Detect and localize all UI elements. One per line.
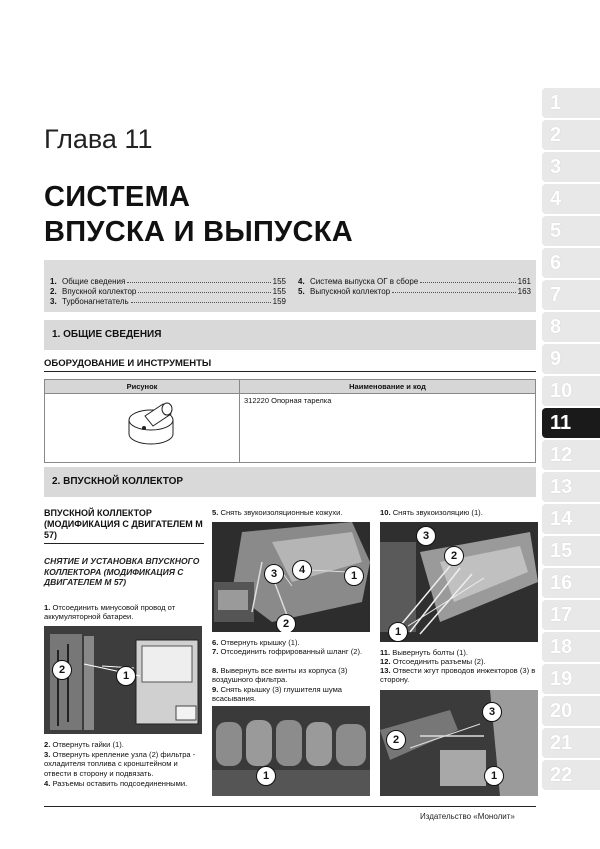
chapter-tab[interactable]: 7: [542, 280, 600, 310]
toc-dots: [127, 277, 270, 283]
chapter-tab[interactable]: 5: [542, 216, 600, 246]
step-num: 3.: [44, 750, 51, 759]
tool-name-cell: 312220 Опорная тарелка: [240, 394, 536, 463]
step-num: 4.: [44, 779, 51, 788]
toc-num: 1.: [50, 277, 57, 286]
section-heading-general: 1. ОБЩИЕ СВЕДЕНИЯ: [44, 320, 536, 350]
chapter-tab[interactable]: 21: [542, 728, 600, 758]
step-num: 5.: [212, 508, 219, 517]
callout-3: 3: [416, 526, 436, 546]
callout-3: 3: [482, 702, 502, 722]
step-num: 1.: [44, 603, 51, 612]
toc-page: 163: [517, 287, 531, 296]
toc-item[interactable]: [50, 287, 286, 296]
chapter-label: Глава 11: [44, 124, 153, 154]
photo-intake-manifold-illustration: [212, 706, 370, 796]
equipment-heading: ОБОРУДОВАНИЕ И ИНСТРУМЕНТЫ: [44, 358, 536, 372]
step-text: Отвернуть крышку (1).: [220, 638, 300, 647]
step-num: 6.: [212, 638, 219, 647]
page-title-line1: СИСТЕМА: [44, 181, 191, 213]
toc-num: 2.: [50, 287, 57, 296]
chapter-tab[interactable]: 18: [542, 632, 600, 662]
chapter-tab[interactable]: 19: [542, 664, 600, 694]
chapter-tab[interactable]: 2: [542, 120, 600, 150]
chapter-tab[interactable]: 22: [542, 760, 600, 790]
photo-intake-manifold: [212, 706, 370, 796]
step-7: [212, 647, 372, 656]
step-text: Отсоединить минусовой провод от аккумуляторной батареи.: [44, 603, 176, 622]
toc-page: 155: [272, 277, 286, 286]
step-text: Снять крышку (3) глушителя шума всасывания.: [212, 685, 343, 704]
step-text: Снять звукоизоляцию (1).: [392, 508, 483, 517]
page-title: [44, 180, 353, 250]
chapter-tab[interactable]: 1: [542, 88, 600, 118]
chapter-tab[interactable]: 14: [542, 504, 600, 534]
step-num: 8.: [212, 666, 219, 675]
step-1: [44, 603, 202, 622]
procedure-heading: СНЯТИЕ И УСТАНОВКА ВПУСКНОГО КОЛЛЕКТОРА (МОДИФИКАЦИЯ С ДВИГАТЕЛЕМ М 57): [44, 556, 200, 587]
table-header-name: Наименование и код: [240, 380, 536, 394]
callout-4: 4: [292, 560, 312, 580]
step-text: Отвести жгут проводов инжекторов (3) в сторону.: [380, 666, 536, 685]
step-text: Вывернуть болты (1).: [392, 648, 468, 657]
toc-item[interactable]: [50, 297, 286, 306]
chapter-tab[interactable]: 13: [542, 472, 600, 502]
step-text: Отсоединить разъемы (2).: [392, 657, 486, 666]
toc-num: 4.: [298, 277, 305, 286]
toc-page: 159: [272, 297, 286, 306]
step-13: [380, 666, 538, 685]
section-heading-intake: 2. ВПУСКНОЙ КОЛЛЕКТОР: [44, 467, 536, 497]
step-text: Отсоединить гофрированный шланг (2).: [220, 647, 363, 656]
table-of-contents: [44, 260, 536, 312]
callout-1: 1: [344, 566, 364, 586]
chapter-tab[interactable]: 16: [542, 568, 600, 598]
chapter-tab-active[interactable]: 11: [542, 408, 600, 438]
chapter-tab[interactable]: 3: [542, 152, 600, 182]
step-num: 13.: [380, 666, 391, 675]
step-8: [212, 666, 372, 685]
callout-1: 1: [256, 766, 276, 786]
callout-1: 1: [116, 666, 136, 686]
toc-dots: [131, 297, 271, 303]
callout-1: 1: [484, 766, 504, 786]
chapter-tab[interactable]: 10: [542, 376, 600, 406]
step-text: Отвернуть гайки (1).: [52, 740, 124, 749]
step-num: 9.: [212, 685, 219, 694]
toc-dots: [138, 287, 270, 293]
chapter-tab[interactable]: 17: [542, 600, 600, 630]
toc-label: Впускной коллектор: [62, 287, 137, 296]
toc-label: Выпускной коллектор: [310, 287, 391, 296]
support-plate-illustration: [49, 396, 235, 458]
chapter-tab[interactable]: 12: [542, 440, 600, 470]
callout-3: 3: [264, 564, 284, 584]
chapter-tab[interactable]: 4: [542, 184, 600, 214]
step-2: [44, 740, 202, 749]
step-11: [380, 648, 538, 657]
tool-illustration-cell: [45, 394, 240, 463]
step-num: 2.: [44, 740, 51, 749]
toc-label: Общие сведения: [62, 277, 126, 286]
step-num: 10.: [380, 508, 391, 517]
step-10: [380, 508, 538, 517]
column-heading: ВПУСКНОЙ КОЛЛЕКТОР (МОДИФИКАЦИЯ С ДВИГАТЕЛЕМ М 57): [44, 508, 204, 544]
step-num: 12.: [380, 657, 391, 666]
toc-page: 161: [517, 277, 531, 286]
step-4: [44, 779, 202, 788]
toc-item[interactable]: [298, 287, 531, 296]
callout-2: 2: [386, 730, 406, 750]
toc-label: Турбонагнетатель: [62, 297, 129, 306]
photo-battery: [44, 626, 202, 734]
step-text: Вывернуть все винты из корпуса (3) воздушного фильтра.: [212, 666, 348, 685]
step-num: 7.: [212, 647, 219, 656]
table-header-figure: Рисунок: [45, 380, 240, 394]
photo-engine-cover: [212, 522, 370, 632]
chapter-tab[interactable]: 15: [542, 536, 600, 566]
step-5: [212, 508, 372, 517]
photo-fuel-rail: [380, 690, 538, 796]
step-text: Разъемы оставить подсоединенными.: [52, 779, 188, 788]
footer-rule: [44, 806, 536, 807]
callout-1: 1: [388, 622, 408, 642]
page-title-line2: ВПУСКА И ВЫПУСКА: [44, 216, 353, 248]
callout-2: 2: [444, 546, 464, 566]
toc-item[interactable]: [298, 277, 531, 286]
chapter-tab[interactable]: 6: [542, 248, 600, 278]
step-12: [380, 657, 538, 666]
toc-item[interactable]: [50, 277, 286, 286]
toc-num: 5.: [298, 287, 305, 296]
publisher: Издательство «Монолит»: [420, 812, 515, 821]
toc-dots: [392, 287, 516, 293]
step-num: 11.: [380, 648, 391, 657]
step-text: Снять звукоизоляционные кожухи.: [220, 508, 343, 517]
toc-dots: [420, 277, 515, 283]
callout-2: 2: [52, 660, 72, 680]
table-row: [45, 394, 536, 463]
photo-injector-wiring: [380, 522, 538, 642]
step-9: [212, 685, 372, 704]
chapter-tab[interactable]: 8: [542, 312, 600, 342]
toc-label: Система выпуска ОГ в сборе: [310, 277, 419, 286]
step-6: [212, 638, 372, 647]
chapter-tab[interactable]: 20: [542, 696, 600, 726]
chapter-tab[interactable]: 9: [542, 344, 600, 374]
step-3: [44, 750, 202, 778]
toc-page: 155: [272, 287, 286, 296]
toc-num: 3.: [50, 297, 57, 306]
chapter-tabs: [542, 88, 600, 792]
step-text: Отвернуть крепление узла (2) фильтра - охладителя топлива с кронштейном и отвести в сторону и подвязать.: [44, 750, 196, 778]
callout-2: 2: [276, 614, 296, 632]
equipment-table: [44, 379, 536, 463]
